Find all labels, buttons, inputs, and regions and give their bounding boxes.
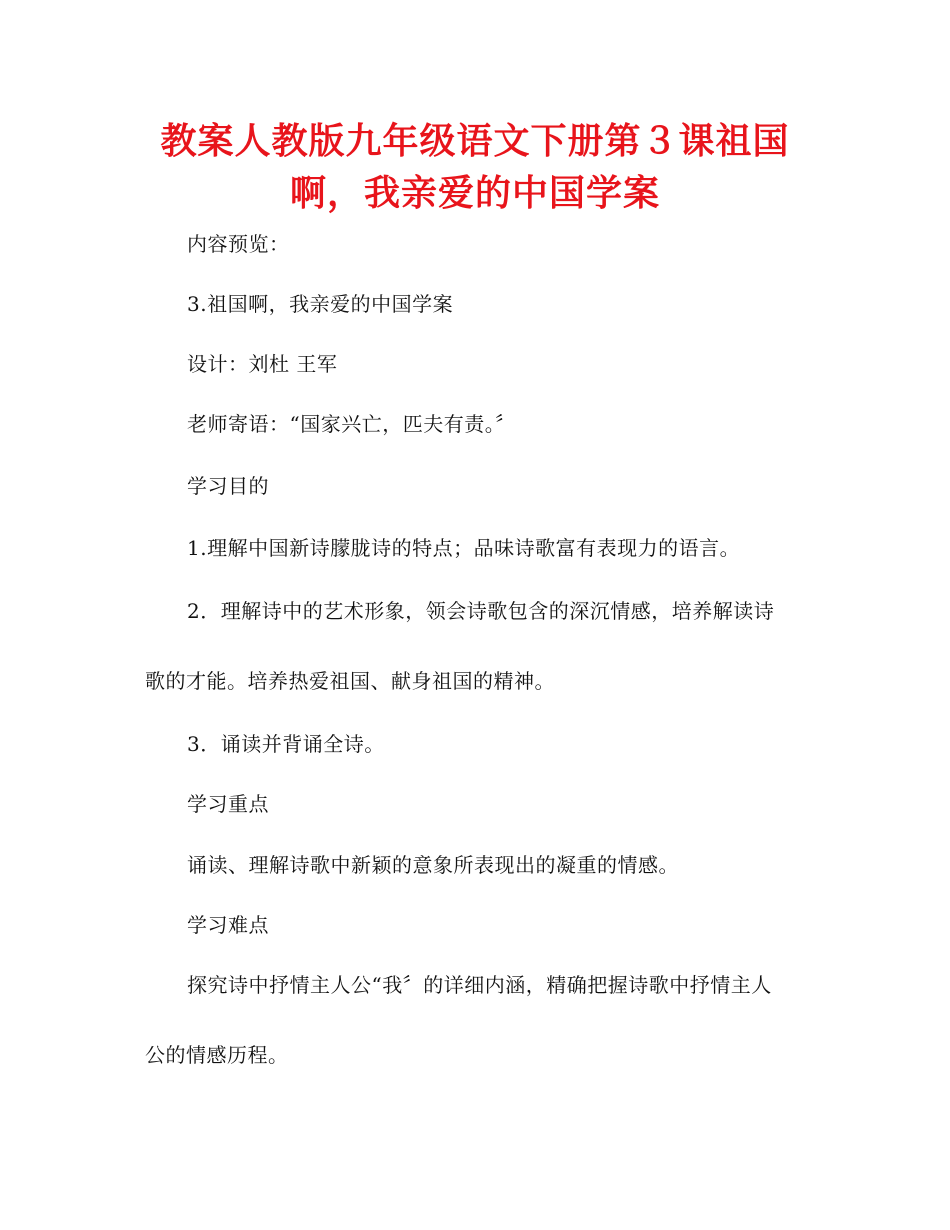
content-preview-label: 内容预览： bbox=[187, 232, 290, 256]
difficulties-text-line-2: 公的情感历程。 bbox=[145, 1043, 289, 1067]
objective-2-line-2: 歌的才能。培养热爱祖国、献身祖国的精神。 bbox=[145, 669, 555, 693]
key-points-text: 诵读、理解诗歌中新颖的意象所表现出的凝重的情感。 bbox=[187, 853, 679, 877]
lesson-heading: 3.祖国啊，我亲爱的中国学案 bbox=[187, 292, 454, 316]
document-title-line-2: 啊，我亲爱的中国学案 bbox=[289, 173, 660, 214]
document-title-line-1: 教案人教版九年级语文下册第３课祖国 bbox=[160, 121, 790, 162]
designer-line: 设计：刘杜 王军 bbox=[187, 352, 338, 376]
objective-1: 1.理解中国新诗朦胧诗的特点；品味诗歌富有表现力的语言。 bbox=[187, 536, 741, 560]
learning-objectives-heading: 学习目的 bbox=[187, 474, 269, 498]
objective-3: 3．诵读并背诵全诗。 bbox=[187, 732, 385, 756]
difficulties-heading: 学习难点 bbox=[187, 913, 269, 937]
key-points-heading: 学习重点 bbox=[187, 792, 269, 816]
teacher-message: 老师寄语：“国家兴亡，匹夫有责。〞 bbox=[187, 412, 516, 436]
objective-2-line-1: 2．理解诗中的艺术形象，领会诗歌包含的深沉情感，培养解读诗 bbox=[187, 599, 775, 623]
difficulties-text-line-1: 探究诗中抒情主人公“我〞的详细内涵，精确把握诗歌中抒情主人 bbox=[187, 973, 772, 997]
